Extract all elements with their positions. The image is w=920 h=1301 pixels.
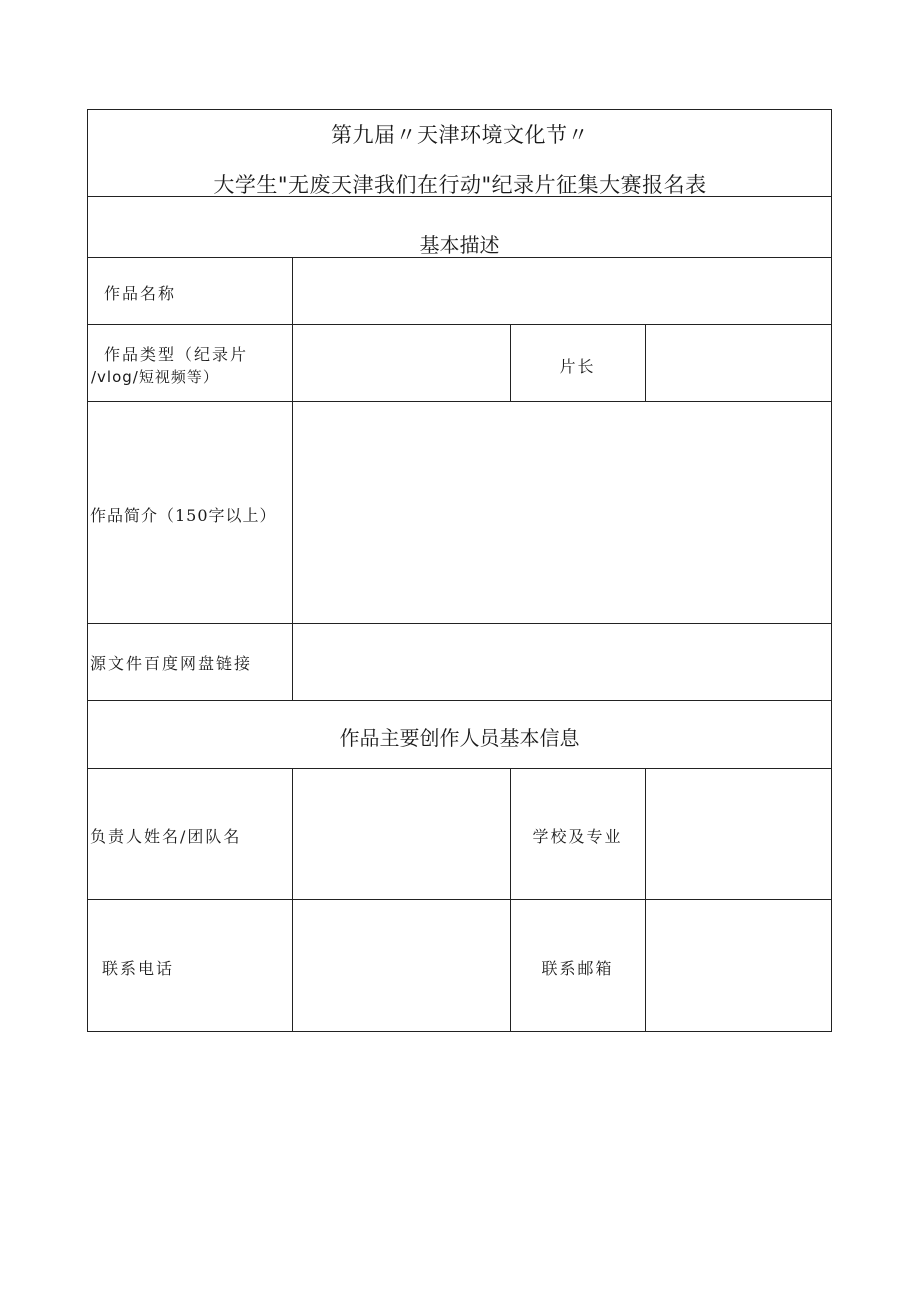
section-heading-creators: 作品主要创作人员基本信息 — [339, 726, 580, 750]
form-title-line-1: 第九届〃天津环境文化节〃 — [331, 123, 589, 147]
row-divider — [87, 700, 832, 701]
email-field[interactable] — [646, 900, 831, 1031]
work-name-label: 作品名称 — [104, 284, 177, 303]
work-type-field[interactable] — [293, 325, 510, 401]
section-heading-basic: 基本描述 — [419, 233, 500, 257]
leader-name-field[interactable] — [293, 769, 510, 899]
work-type-label-line-2: /vlog/短视频等） — [91, 368, 219, 386]
phone-label: 联系电话 — [102, 959, 175, 978]
source-link-field[interactable] — [293, 624, 831, 700]
phone-field[interactable] — [293, 900, 510, 1031]
duration-field[interactable] — [646, 325, 831, 401]
work-type-label-line-1: 作品类型（纪录片 — [104, 345, 249, 364]
form-title-line-2: 大学生"无废天津我们在行动"纪录片征集大赛报名表 — [213, 173, 707, 197]
school-major-field[interactable] — [646, 769, 831, 899]
leader-name-label: 负责人姓名/团队名 — [90, 827, 242, 846]
source-link-label: 源文件百度网盘链接 — [90, 654, 253, 673]
email-label: 联系邮箱 — [541, 959, 614, 978]
duration-label: 片长 — [559, 357, 596, 376]
summary-label: 作品简介（150字以上） — [90, 506, 277, 525]
column-divider — [510, 768, 511, 1032]
school-major-label: 学校及专业 — [532, 827, 623, 846]
summary-field[interactable] — [293, 402, 831, 623]
work-name-field[interactable] — [293, 258, 831, 324]
